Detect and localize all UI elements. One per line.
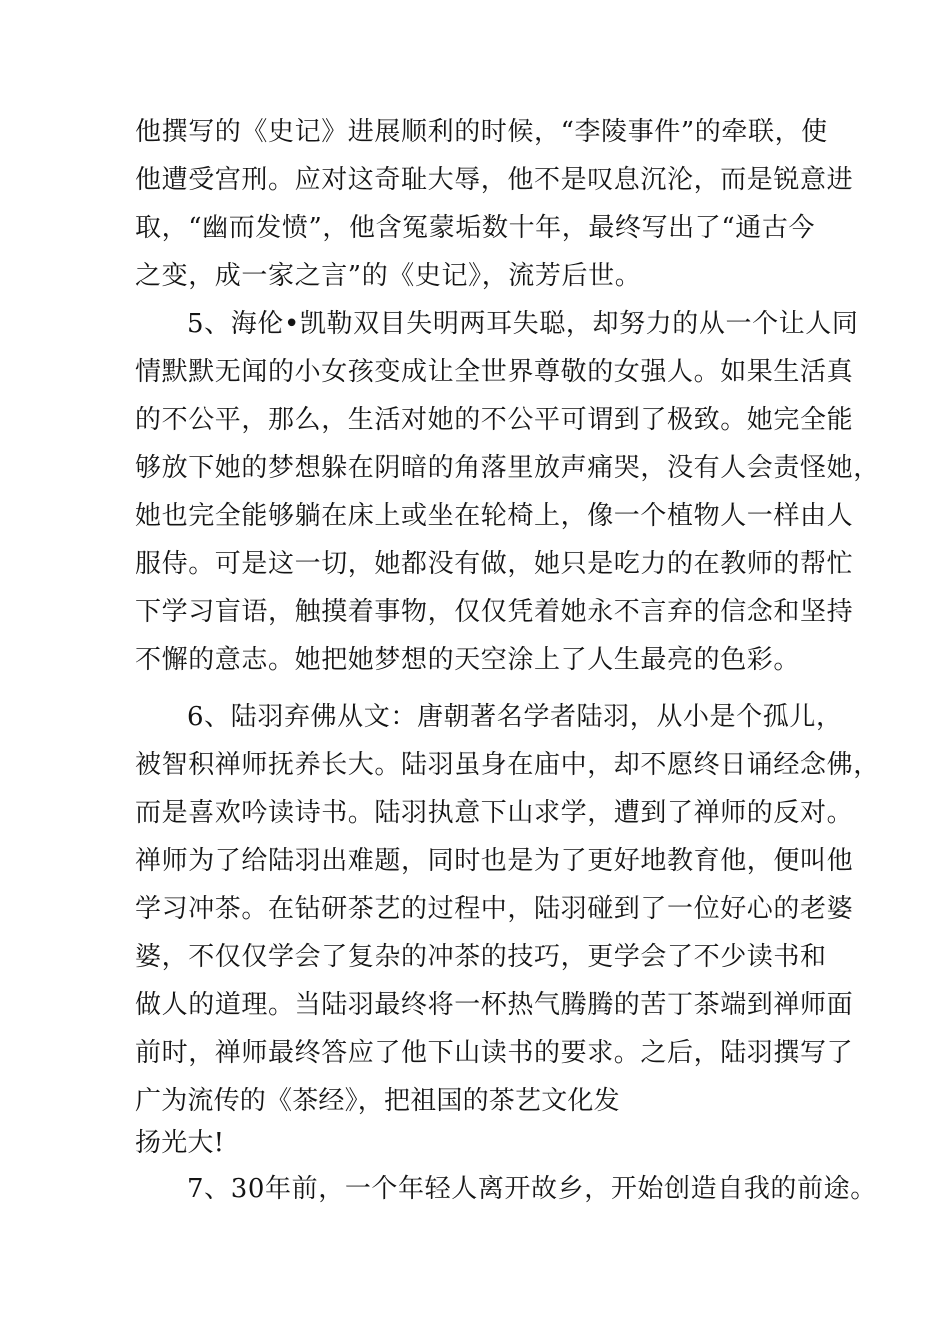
text-line: 够放下她的梦想躲在阴暗的角落里放声痛哭，没有人会责怪她， [135,453,880,483]
text-line: 他遭受宫刑。应对这奇耻大辱，他不是叹息沉沦，而是锐意进 [135,165,854,195]
text-line: 她也完全能够躺在床上或坐在轮椅上，像一个植物人一样由人 [135,501,854,531]
text-line: 服侍。可是这一切，她都没有做，她只是吃力的在教师的帮忙 [135,549,854,579]
paragraph-5-first-line: 5、海伦•凯勒双目失明两耳失聪，却努力的从一个让人同 [187,309,859,339]
text-line: 做人的道理。当陆羽最终将一杯热气腾腾的苦丁茶端到禅师面 [135,990,854,1020]
text-line: 而是喜欢吟读诗书。陆羽执意下山求学，遭到了禅师的反对。 [135,798,854,828]
text-line: 广为流传的《茶经》，把祖国的茶艺文化发 [135,1086,620,1116]
text-line: 扬光大! [135,1128,225,1158]
text-line: 婆，不仅仅学会了复杂的冲茶的技巧，更学会了不少读书和 [135,942,827,972]
text-line: 禅师为了给陆羽出难题，同时也是为了更好地教育他，便叫他 [135,846,854,876]
text-line: 前时，禅师最终答应了他下山读书的要求。之后，陆羽撰写了 [135,1038,854,1068]
text-line: 学习冲茶。在钻研茶艺的过程中，陆羽碰到了一位好心的老婆 [135,894,854,924]
text-line: 不懈的意志。她把她梦想的天空涂上了人生最亮的色彩。 [135,645,801,675]
text-line: 的不公平，那么，生活对她的不公平可谓到了极致。她完全能 [135,405,854,435]
text-line: 被智积禅师抚养长大。陆羽虽身在庙中，却不愿终日诵经念佛， [135,750,880,780]
text-line: 他撰写的《史记》进展顺利的时候，“李陵事件”的牵联，使 [135,117,828,147]
text-line: 情默默无闻的小女孩变成让全世界尊敬的女强人。如果生活真 [135,357,854,387]
paragraph-7-first-line: 7、30年前，一个年轻人离开故乡，开始创造自我的前途。 [187,1174,877,1204]
text-line: 之变，成一家之言”的《史记》，流芳后世。 [135,261,642,291]
paragraph-6-first-line: 6、陆羽弃佛从文：唐朝著名学者陆羽，从小是个孤儿， [187,702,843,732]
text-line: 下学习盲语，触摸着事物，仅仅凭着她永不言弃的信念和坚持 [135,597,854,627]
text-line: 取，“幽而发愤”，他含冤蒙垢数十年，最终写出了“通古今 [135,213,816,243]
